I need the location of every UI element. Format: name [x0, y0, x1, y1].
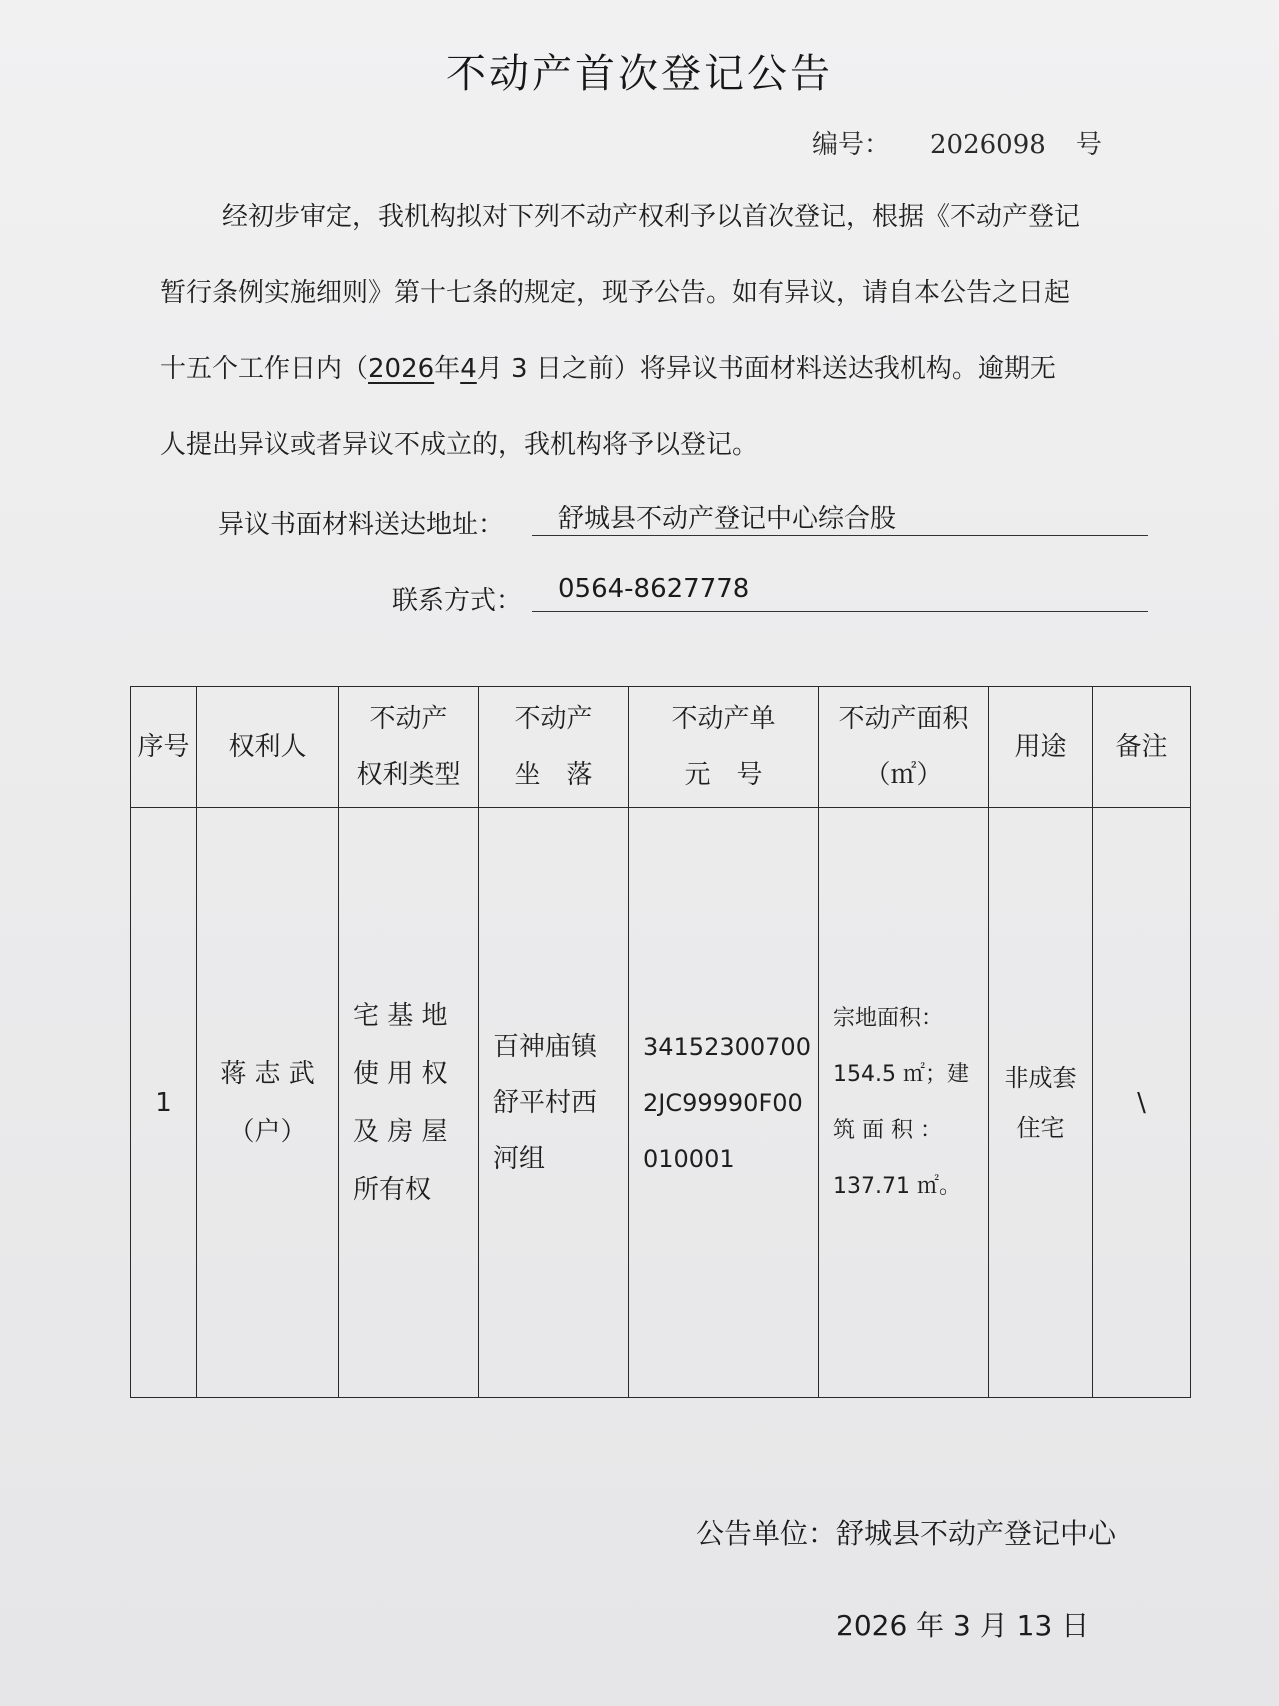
right-type-line: 宅 基 地 [353, 1000, 448, 1031]
header-area-1: 不动产面积 [838, 704, 969, 734]
number-label: 编号： [812, 130, 891, 160]
year-char: 年 [434, 354, 461, 384]
right-type-line: 使 用 权 [353, 1058, 448, 1089]
page-title: 不动产首次登记公告 [446, 51, 833, 97]
body-line-3 [160, 348, 1056, 385]
usage-line: 非成套 [1004, 1063, 1077, 1092]
right-type-line: 及 房 屋 [353, 1116, 448, 1147]
registration-table [130, 686, 1191, 1398]
area-line: 154.5 ㎡；建 [833, 1061, 969, 1087]
issue-date: 2026 年 3 月 13 日 [836, 1609, 1090, 1642]
contact-value: 0564-8627778 [532, 574, 1148, 612]
cell-location [479, 808, 629, 1398]
address-label: 异议书面材料送达地址： [218, 510, 505, 540]
body-line-2: 暂行条例实施细则》第十七条的规定，现予公告。如有异议，请自本公告之日起 [160, 278, 1071, 308]
header-right-type-1: 不动产 [369, 704, 448, 734]
unit-no-line: 2JC99990F00 [643, 1088, 803, 1117]
header-location-2: 坐 落 [514, 760, 593, 790]
unit-no-line: 010001 [643, 1144, 735, 1173]
unit-no-line: 34152300700 [643, 1032, 811, 1061]
header-location-1: 不动产 [514, 704, 593, 734]
header-unit-no [629, 687, 819, 808]
issuing-unit: 公告单位：舒城县不动产登记中心 [696, 1517, 1117, 1550]
deadline-month: 4 [460, 354, 477, 384]
deadline-year: 2026 [368, 354, 435, 384]
body-line-1: 经初步审定，我机构拟对下列不动产权利予以首次登记，根据《不动产登记 [222, 202, 1081, 232]
header-usage: 用途 [989, 687, 1093, 808]
deadline-rest: 月 3 日之前）将异议书面材料送达我机构。逾期无 [476, 354, 1056, 384]
contact-label: 联系方式： [392, 586, 523, 616]
header-area [819, 687, 989, 808]
cell-seq: 1 [131, 808, 197, 1398]
header-right-type [339, 687, 479, 808]
cell-usage [989, 808, 1093, 1398]
number-value: 2026098 [930, 130, 1046, 160]
body-line-4: 人提出异议或者异议不成立的，我机构将予以登记。 [160, 430, 759, 460]
header-unit-2: 元 号 [684, 760, 763, 790]
table-header-row [131, 687, 1191, 808]
cell-holder [197, 808, 339, 1398]
notice-number [812, 124, 1102, 161]
location-line: 舒平村西 [493, 1087, 598, 1118]
header-unit-1: 不动产单 [671, 704, 776, 734]
address-value: 舒城县不动产登记中心综合股 [532, 498, 1148, 536]
area-line: 宗地面积： [833, 1005, 944, 1031]
cell-unit-no [629, 808, 819, 1398]
body-line-3-pre: 十五个工作日内（ [160, 354, 369, 384]
number-suffix: 号 [1075, 130, 1102, 160]
header-right-type-2: 权利类型 [356, 760, 461, 790]
holder-name: 蒋 志 武 [220, 1058, 315, 1089]
header-area-2: （㎡） [864, 760, 943, 790]
area-line: 137.71 ㎡。 [833, 1173, 961, 1199]
area-line: 筑 面 积 ： [833, 1117, 942, 1143]
header-seq: 序号 [131, 687, 197, 808]
location-line: 百神庙镇 [493, 1031, 598, 1062]
header-location [479, 687, 629, 808]
cell-area [819, 808, 989, 1398]
cell-right-type [339, 808, 479, 1398]
location-line: 河组 [493, 1143, 546, 1174]
header-holder: 权利人 [197, 687, 339, 808]
right-type-line: 所有权 [353, 1174, 432, 1205]
header-remark: 备注 [1093, 687, 1191, 808]
usage-line: 住宅 [1016, 1113, 1065, 1142]
table-row [131, 808, 1191, 1398]
holder-type: （户） [228, 1116, 307, 1147]
cell-remark: \ [1093, 808, 1191, 1398]
